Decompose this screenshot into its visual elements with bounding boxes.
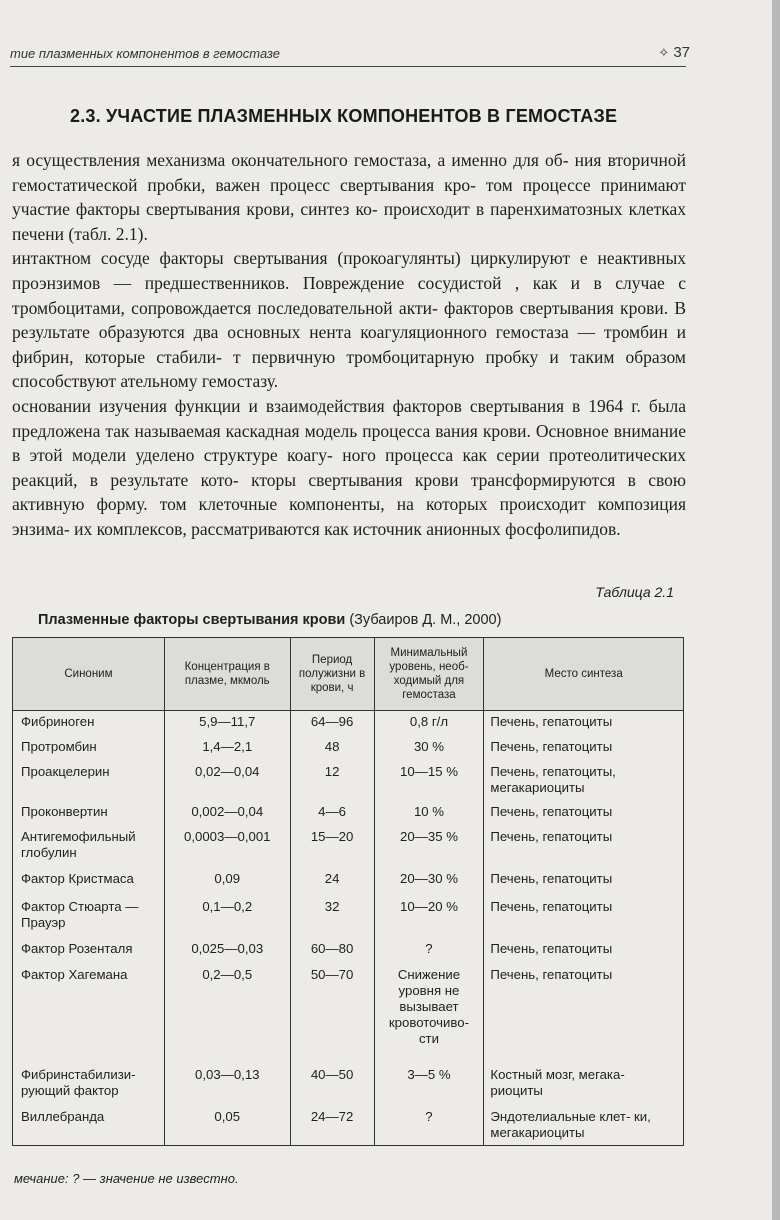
- cell-synonym: Фактор Розенталя: [13, 938, 165, 964]
- paragraph: основании изучения функции и взаимодействия факторов свертывания в 1964 г. была предложена так называемая каскадная модель процесса вания крови. Основное внимание в этой модели уделено структуре коагу- ного процесса как серии протеолитических реакций, в результате кото- кторы свертывания крови трансформируются в свою активную форму. том клеточные компоненты, на которых происходит композиция энзима- их комплексов, рассматриваются как источник анионных фосфолипидов.: [12, 395, 686, 539]
- page-marker-icon: ✧: [658, 45, 670, 60]
- table-header-row: [13, 638, 684, 711]
- cell-synonym: Виллебранда: [13, 1106, 165, 1146]
- cell-half-life: 48: [290, 736, 374, 761]
- table-row: [13, 801, 684, 826]
- cell-concentration: 1,4—2,1: [164, 736, 290, 761]
- cell-synonym: Фибриноген: [13, 711, 165, 736]
- page-edge: [772, 0, 780, 1220]
- cell-synonym: Фактор Хагемана: [13, 964, 165, 1064]
- cell-minimum: 3—5 %: [374, 1064, 484, 1106]
- table-row: [13, 938, 684, 964]
- cell-half-life: 40—50: [290, 1064, 374, 1106]
- cell-minimum: 30 %: [374, 736, 484, 761]
- paragraph: я осуществления механизма окончательного гемостаза, а именно для об- ния вторичной гемостатической пробки, важен процесс свертывания кро- том процессе принимают участие факторы свертывания крови, синтез ко- происходит в паренхиматозных клетках печени (табл. 2.1).: [12, 150, 686, 244]
- cell-synonym: Протромбин: [13, 736, 165, 761]
- cell-concentration: 0,02—0,04: [164, 761, 290, 801]
- cell-site: Печень, гепатоциты: [484, 896, 684, 938]
- header-concentration: Концентрация в плазме, мкмоль: [164, 638, 290, 711]
- table-caption: Таблица 2.1: [595, 584, 674, 600]
- plasma-factors-table: [12, 637, 684, 1146]
- cell-concentration: 0,1—0,2: [164, 896, 290, 938]
- table-row: [13, 761, 684, 801]
- cell-minimum: 10 %: [374, 801, 484, 826]
- cell-minimum: 10—20 %: [374, 896, 484, 938]
- cell-concentration: 0,2—0,5: [164, 964, 290, 1064]
- cell-half-life: 32: [290, 896, 374, 938]
- table-row: [13, 736, 684, 761]
- cell-concentration: 0,05: [164, 1106, 290, 1146]
- table-note: мечание: ? — значение не известно.: [14, 1171, 239, 1186]
- cell-site: Печень, гепатоциты: [484, 826, 684, 868]
- header-synonym: Синоним: [13, 638, 165, 711]
- table-row: [13, 1106, 684, 1146]
- cell-site: Эндотелиальные клет- ки, мегакариоциты: [484, 1106, 684, 1146]
- cell-minimum: 10—15 %: [374, 761, 484, 801]
- cell-half-life: 12: [290, 761, 374, 801]
- header-minimum-level: Минимальный уровень, необ- ходимый для гемостаза: [374, 638, 484, 711]
- table-title-source: (Зубаиров Д. М., 2000): [345, 612, 502, 628]
- page-number: [658, 44, 690, 61]
- cell-concentration: 0,025—0,03: [164, 938, 290, 964]
- page-number-value: 37: [673, 44, 690, 61]
- cell-synonym: Фактор Кристмаса: [13, 868, 165, 896]
- cell-site: Печень, гепатоциты: [484, 868, 684, 896]
- cell-site: Печень, гепатоциты: [484, 801, 684, 826]
- cell-concentration: 0,0003—0,001: [164, 826, 290, 868]
- cell-site: Печень, гепатоциты: [484, 711, 684, 736]
- header-half-life: Период полужизни в крови, ч: [290, 638, 374, 711]
- cell-half-life: 50—70: [290, 964, 374, 1064]
- table-row: [13, 711, 684, 736]
- cell-minimum: ?: [374, 1106, 484, 1146]
- table-row: [13, 896, 684, 938]
- cell-half-life: 24—72: [290, 1106, 374, 1146]
- cell-site: Печень, гепатоциты: [484, 736, 684, 761]
- cell-half-life: 64—96: [290, 711, 374, 736]
- header-rule: [10, 66, 686, 67]
- paragraph: интактном сосуде факторы свертывания (прокоагулянты) циркулируют е неактивных проэнзимов — предшественников. Повреждение сосудистой , как и в случае с тромбоцитами, сопровождается последовательной акти- факторов свертывания крови. В результате образуются два основных нента коагуляционного гемостаза — тромбин и фибрин, которые стабили- т первичную тромбоцитарную пробку и таким образом способствуют ательному гемостазу.: [12, 248, 686, 392]
- cell-minimum: 0,8 г/л: [374, 711, 484, 736]
- section-title: 2.3. УЧАСТИЕ ПЛАЗМЕННЫХ КОМПОНЕНТОВ В ГЕМОСТАЗЕ: [70, 106, 618, 126]
- running-head: [10, 44, 690, 66]
- table-row: [13, 826, 684, 868]
- running-head-title: тие плазменных компонентов в гемостазе: [10, 46, 281, 61]
- cell-minimum: Снижение уровня не вызывает кровоточиво- сти: [374, 964, 484, 1064]
- table-row: [13, 1064, 684, 1106]
- cell-concentration: 0,002—0,04: [164, 801, 290, 826]
- cell-synonym: Антигемофильный глобулин: [13, 826, 165, 868]
- cell-synonym: Проакцелерин: [13, 761, 165, 801]
- cell-site: Печень, гепатоциты: [484, 964, 684, 1064]
- cell-minimum: 20—30 %: [374, 868, 484, 896]
- table-title-main: Плазменные факторы свертывания крови: [38, 612, 346, 628]
- cell-synonym: Фибринстабилизи- рующий фактор: [13, 1064, 165, 1106]
- cell-half-life: 60—80: [290, 938, 374, 964]
- table-row: [13, 868, 684, 896]
- cell-half-life: 4—6: [290, 801, 374, 826]
- header-synthesis-site: Место синтеза: [484, 638, 684, 711]
- table-title: [38, 612, 501, 628]
- body-text: [12, 148, 686, 542]
- cell-minimum: ?: [374, 938, 484, 964]
- cell-synonym: Фактор Стюарта — Прауэр: [13, 896, 165, 938]
- cell-synonym: Проконвертин: [13, 801, 165, 826]
- cell-site: Печень, гепатоциты, мегакариоциты: [484, 761, 684, 801]
- cell-concentration: 0,09: [164, 868, 290, 896]
- cell-site: Печень, гепатоциты: [484, 938, 684, 964]
- cell-half-life: 15—20: [290, 826, 374, 868]
- cell-half-life: 24: [290, 868, 374, 896]
- table-row: [13, 964, 684, 1064]
- cell-site: Костный мозг, мегака- риоциты: [484, 1064, 684, 1106]
- cell-concentration: 5,9—11,7: [164, 711, 290, 736]
- cell-minimum: 20—35 %: [374, 826, 484, 868]
- cell-concentration: 0,03—0,13: [164, 1064, 290, 1106]
